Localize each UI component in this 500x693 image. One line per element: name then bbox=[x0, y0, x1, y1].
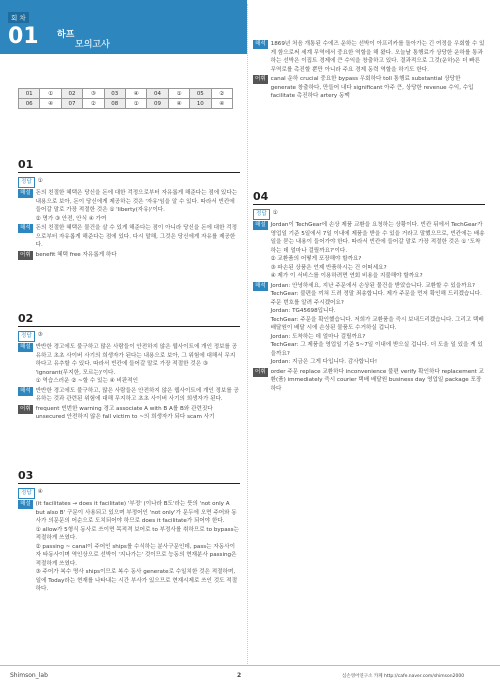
column-divider bbox=[247, 4, 248, 664]
answer-value: ③ bbox=[37, 332, 43, 338]
footer-brand: Shimson_lab bbox=[10, 672, 48, 679]
divider bbox=[18, 172, 240, 173]
table-cell: 06 bbox=[19, 99, 40, 109]
table-cell: ① bbox=[40, 89, 61, 99]
table-cell: ③ bbox=[83, 89, 104, 99]
footer-rule bbox=[0, 665, 500, 666]
vocab-tag: 어휘 bbox=[20, 405, 31, 412]
question-number: 02 bbox=[18, 312, 34, 325]
table-cell: 08 bbox=[104, 99, 125, 109]
page-number: 2 bbox=[237, 672, 242, 679]
question-04 bbox=[253, 190, 485, 394]
vocabulary: canal 운하 crucial 중요한 bypass 우회하다 toll 통행료 substantial 상당한 generate 창출하다, 만들어 내다 significant 아주 큰, 상당한 revenue 수익, 수입 facilitate 촉진하다 artery 동맥 bbox=[270, 76, 474, 99]
vocabulary: benefit 혜택 free 자유롭게 하다 bbox=[35, 251, 117, 258]
table-cell: ④ bbox=[211, 99, 232, 109]
explanation: 반반한 경고에도 불구하고 많은 사람들이 안전하지 않은 웹사이트에 개인 정보를 공유하고 초초 사이버 사기의 희생자가 된다는 내용으로 보아, 그 위험에 대해서 무지하다고 유추할 수 있다. 따라서 빈칸에 들어갈 말로 가장 적절한 것은 ③ 'ignorant(무지한, 모르는)'이다. ① 역습스러운 ② ~할 수 있는 ④ 비판적인 bbox=[35, 344, 238, 384]
table-cell: ② bbox=[83, 99, 104, 109]
answer-tag: 정답 bbox=[253, 209, 270, 220]
table-cell: 10 bbox=[190, 99, 211, 109]
table-cell: 04 bbox=[147, 89, 168, 99]
table-cell: 09 bbox=[147, 99, 168, 109]
round-number: 01 bbox=[8, 24, 39, 49]
question-number: 04 bbox=[253, 190, 269, 203]
trans-tag: 해석 bbox=[20, 225, 31, 231]
trans-tag: 해석 bbox=[255, 282, 266, 289]
vocab-tag: 어휘 bbox=[255, 76, 266, 82]
table-row bbox=[19, 99, 233, 109]
answer-value: ① bbox=[37, 178, 43, 184]
question-02 bbox=[18, 312, 240, 423]
title-mock-exam: 모의고사 bbox=[75, 40, 110, 50]
vocab-tag: 어휘 bbox=[255, 368, 266, 375]
vocabulary: frequent 빈번한 warning 경고 associate A with B A를 B와 관련짓다 unsecured 안전하지 않은 fall victim to ~의 희생자가 되다 scam 사기 bbox=[35, 405, 215, 420]
title-half: 하프 bbox=[57, 30, 75, 40]
table-cell: 05 bbox=[190, 89, 211, 99]
question-01 bbox=[18, 158, 240, 261]
divider bbox=[253, 204, 485, 205]
table-cell: 07 bbox=[61, 99, 82, 109]
answer-tag: 정답 bbox=[18, 331, 35, 342]
translation: 반반한 경고에도 불구하고, 많은 사람들은 안전하지 않은 웹사이트에 개인 정보를 공유하는 것과 관련된 위험에 대해 무지하고 초초 사이버 사기의 희생자가 된다. bbox=[35, 387, 239, 402]
table-cell: ② bbox=[211, 89, 232, 99]
trans-tag: 해석 bbox=[20, 387, 31, 394]
explanation: 돈의 친절한 혜택은 당신을 돈에 대한 걱정으로부터 자유롭게 해준다는 점에 있다는 내용으로 보아, 돈이 당신에게 제공하는 것은 '자유'임을 알 수 있다. 따라서 빈칸에 들어갈 말로 가장 적절한 것은 ① 'liberty(자유)'이다. ② 명가 ③ 안전, 안식 ④ 가여 bbox=[35, 190, 238, 222]
round-label: 회 차 bbox=[8, 12, 29, 23]
explain-tag: 해설 bbox=[20, 190, 31, 196]
answer-tag: 정답 bbox=[18, 488, 35, 499]
table-cell: ① bbox=[125, 99, 146, 109]
question-03-continued bbox=[253, 40, 485, 102]
table-row bbox=[19, 89, 233, 99]
table-cell: ④ bbox=[40, 99, 61, 109]
divider bbox=[18, 326, 240, 327]
explain-tag: 해설 bbox=[20, 501, 31, 507]
answer-tag: 정답 bbox=[18, 177, 35, 188]
explain-tag: 해설 bbox=[20, 344, 31, 350]
vocabulary: order 주문 replace 교환하다 inconvenience 불편 verify 확인하다 replacement 교환(품) immediately 즉시 courier 택배 배달원 business day 영업일 package 포장하다 bbox=[270, 368, 485, 392]
translation: 돈의 친절한 혜택은 물건을 살 수 있게 해준다는 점이 아니라 당신을 돈에 대한 걱정으로부터 자유롭게 해준다는 점에 있다. 다시 말해, 그것은 당신에게 자유를 제공한다. bbox=[35, 225, 238, 248]
trans-tag: 해석 bbox=[255, 41, 266, 47]
table-cell: ④ bbox=[125, 89, 146, 99]
translation: 1869년 처음 개통된 수에즈 운하는 선박이 아프리카를 돌아가는 긴 여정을 우회할 수 있게 함으로써 세계 무역에서 중요한 역할을 해 왔다. 오늘날 통행료가 상당한 운하를 통과하는 선박은 이집트 경제에 큰 수익을 창출하고 있다. 결과적으로 그것(운하)은 더 빠른 무역로를 촉진할 뿐만 아니라 주요 경제 동력 역할을 하기도 한다. bbox=[270, 41, 485, 73]
vocab-tag: 어휘 bbox=[20, 251, 31, 258]
answer-value: ④ bbox=[37, 489, 43, 495]
table-cell: ① bbox=[168, 89, 189, 99]
question-03 bbox=[18, 469, 240, 595]
explain-tag: 해설 bbox=[255, 222, 266, 228]
table-cell: 01 bbox=[19, 89, 40, 99]
divider bbox=[18, 483, 240, 484]
answer-value: ① bbox=[272, 210, 278, 216]
question-number: 01 bbox=[18, 158, 34, 171]
explanation: Jordan이 TechGear에 손상 제품 교환을 요청하는 상황이다. 빈칸 뒤에서 TechGear가 영업일 기준 5일에서 7일 이내에 제품을 받을 수 있을 거라고 말했으므로, 빈칸에는 배송일을 묻는 내용이 들어가야 한다. 따라서 빈칸에 들어갈 말로 가장 적절한 것은 ① '도착하는 데 얼마나 걸릴까요?'이다. ② 교환품의 어떻게 포장해야 할까요? ③ 파손된 상품은 언제 반품하시는 건 어떠세요? ④ 제가 이 서비스를 이용하려면 연회 비용을 지불해야 할까요? bbox=[270, 222, 485, 279]
explanation: (it facilitates → does it facilitate) '부정' (이나라 B도'라는 뜻의 'not only A but also B' 구문이 사용되고 있으며 부정어인 'not only'가 문두에 오면 주어와 동사가 의문문의 어순으로 도치되어야 하므로 does it facilitate가 되어야 한다. ① allow가 5형식 동사로 쓰이면 목적격 보어로 to 부정사를 취하므로 to bypass는 적절하게 쓰였다. ② passing ~ canal이 주어인 ships를 수식하는 분사구문인데, pass는 자동사이자 타동사이며 역인상으로 선박이 '지나가는' 것이므로 능동의 현재분사 passing은 적절하게 쓰였다. ③ 주어가 복수 명사 ships이므로 복수 동사 generate로 수일치한 것은 적절하며, 일에 Today라는 현재를 나타내는 시간 부사가 있으므로 현재시제로 쓰인 것도 적절하다. bbox=[35, 501, 239, 592]
answer-table bbox=[18, 88, 233, 109]
table-cell: ④ bbox=[168, 99, 189, 109]
translation: Jordan: 안녕하세요, 지난 주문에서 손상된 물건을 받았습니다. 교환할 수 있을까요? TechGear: 불편을 끼쳐 드려 정말 죄송합니다. 제가 주문을 먼저 확인해 드리겠습니다. 주문 번호를 알려 주시겠어요? Jordan: TG45698입니다. TechGear: 주문을 확인했습니다. 저희가 교환품을 즉시 보내드리겠습니다. 그리고 택배 배달원이 배달 시에 손상된 물품도 수거하실 겁니다. Jordan: 도착하는 데 얼마나 걸릴까요? TechGear: 그 제품을 영업일 기준 5~7일 이내에 받으실 겁니다. 더 도울 일 있을 게 있을까요? Jordan: 지금은 그게 다입니다. 감사합니다! bbox=[270, 282, 484, 365]
table-cell: 02 bbox=[61, 89, 82, 99]
table-cell: 03 bbox=[104, 89, 125, 99]
footer-link[interactable]: 심손영어연구소 카페 http://cafe.naver.com/shimson2000 bbox=[342, 674, 465, 679]
question-number: 03 bbox=[18, 469, 34, 482]
